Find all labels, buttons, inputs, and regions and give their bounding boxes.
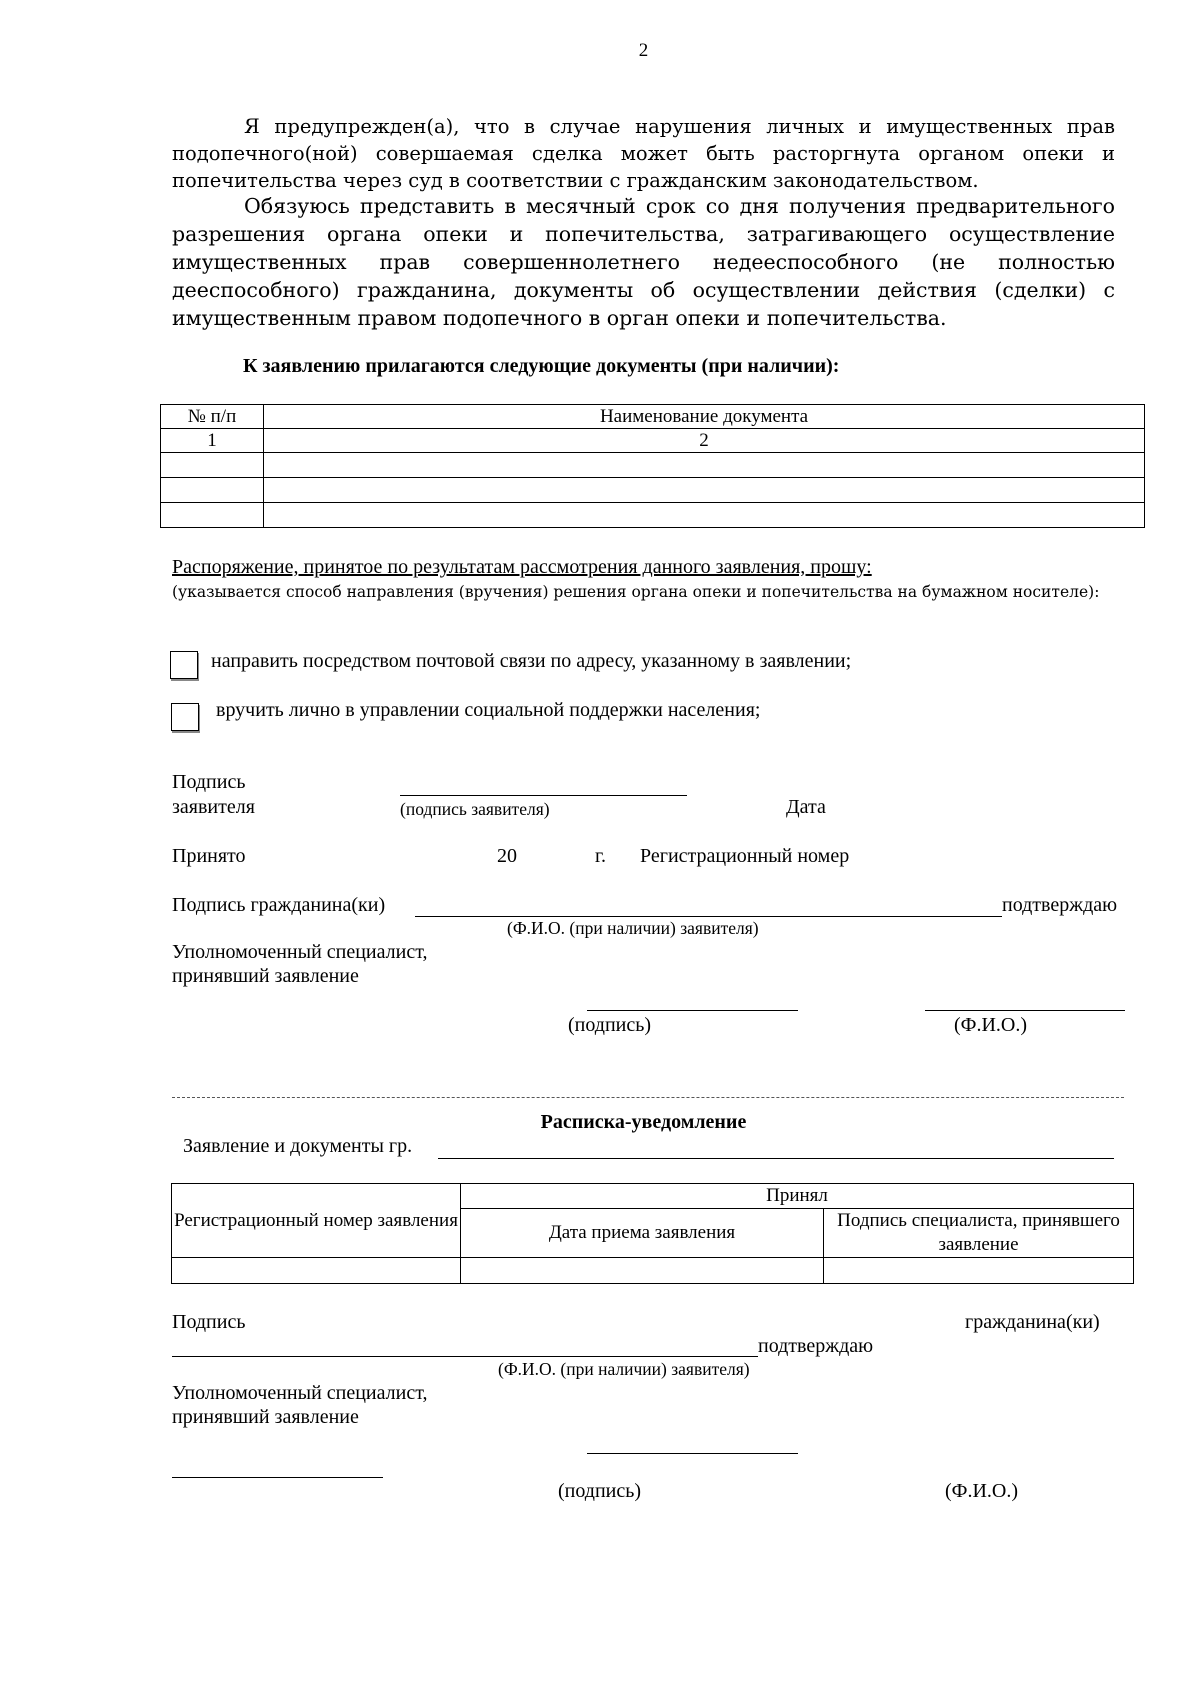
table-cell[interactable] (264, 453, 1145, 478)
cut-line (172, 1097, 1124, 1098)
reg-number-label: Регистрационный номер (640, 845, 850, 867)
table-cell[interactable] (264, 478, 1145, 503)
receipt-citizen-signature-line[interactable] (172, 1356, 758, 1357)
receipt-name-line[interactable] (438, 1158, 1114, 1159)
receipt-specialist-label-2: принявший заявление (172, 1406, 359, 1428)
receipt-confirm-text: подтверждаю (758, 1335, 874, 1357)
order-note: (указывается способ направления (вручения) решения органа опеки и попечительства на бумажном носителе): (172, 583, 1100, 601)
receipt-specialist-label-1: Уполномоченный специалист, (172, 1382, 428, 1404)
year-suffix: г. (595, 845, 606, 867)
receipt-date-header: Дата приема заявления (461, 1209, 824, 1258)
column-number-2: 2 (264, 429, 1145, 453)
column-number-1: 1 (161, 429, 264, 453)
table-header-number: № п/п (161, 405, 264, 429)
order-heading: Распоряжение, принятое по результатам рассмотрения данного заявления, прошу: (172, 556, 872, 578)
applicant-signature-caption: (подпись заявителя) (400, 799, 550, 819)
table-cell[interactable] (264, 503, 1145, 528)
receipt-table (171, 1183, 1134, 1284)
receipt-specialist-signature-header: Подпись специалиста, принявшего заявление (824, 1209, 1134, 1258)
citizen-signature-label: Подпись гражданина(ки) (172, 894, 386, 916)
specialist-label-1: Уполномоченный специалист, (172, 941, 428, 963)
table-cell[interactable] (161, 503, 264, 528)
table-cell[interactable] (161, 478, 264, 503)
table-header-document-name: Наименование документа (264, 405, 1145, 429)
accepted-label: Принято (172, 845, 246, 867)
date-label: Дата (786, 796, 826, 818)
postal-delivery-label: направить посредством почтовой связи по адресу, указанному в заявлении; (211, 650, 852, 672)
specialist-fio-line[interactable] (925, 1010, 1125, 1011)
specialist-signature-caption: (подпись) (568, 1014, 652, 1036)
citizen-signature-line[interactable] (415, 916, 1002, 917)
specialist-label-2: принявший заявление (172, 965, 359, 987)
receipt-fio-short-caption: (Ф.И.О.) (945, 1480, 1019, 1502)
receipt-specialist-fio-line[interactable] (172, 1477, 383, 1478)
receipt-fio-caption: (Ф.И.О. (при наличии) заявителя) (498, 1359, 750, 1379)
receipt-signature-label: Подпись (172, 1311, 246, 1333)
applicant-signature-line[interactable] (400, 795, 687, 796)
applicant-signature-label-1: Подпись (172, 771, 246, 793)
confirm-text: подтверждаю (1002, 894, 1118, 916)
fio-caption: (Ф.И.О. (при наличии) заявителя) (507, 918, 759, 938)
receipt-cell-date[interactable] (461, 1258, 824, 1284)
year-prefix: 20 (497, 845, 517, 867)
documents-table (160, 404, 1145, 528)
receipt-cell-reg-number[interactable] (172, 1258, 461, 1284)
in-person-label: вручить лично в управлении социальной поддержки населения; (216, 699, 761, 721)
receipt-reg-number-header: Регистрационный номер заявления (172, 1184, 461, 1258)
attachments-heading: К заявлению прилагаются следующие документы (при наличии): (243, 355, 840, 377)
receipt-title: Расписка-уведомление (540, 1111, 747, 1133)
receipt-cell-signature[interactable] (824, 1258, 1134, 1284)
receipt-citizen-label: гражданина(ки) (965, 1311, 1100, 1333)
specialist-fio-caption: (Ф.И.О.) (954, 1014, 1028, 1036)
table-cell[interactable] (161, 453, 264, 478)
page-number: 2 (638, 40, 649, 61)
in-person-checkbox[interactable] (171, 703, 199, 731)
receipt-signature-caption: (подпись) (558, 1480, 642, 1502)
specialist-signature-line[interactable] (587, 1010, 798, 1011)
warning-paragraph: Я предупрежден(а), что в случае нарушения личных и имущественных прав подопечного(ной) совершаемая сделка может быть расторгнута органом опеки и попечительства через суд в соответствии с гражданским законодательством. (172, 115, 1115, 192)
receipt-accepted-header: Принял (461, 1184, 1134, 1209)
postal-delivery-checkbox[interactable] (170, 651, 198, 679)
receipt-statement: Заявление и документы гр. (183, 1135, 413, 1157)
obligation-paragraph: Обязуюсь представить в месячный срок со дня получения предварительного разрешения органа опеки и попечительства, затрагивающего осуществление имущественных прав совершеннолетнего недееспособного (не полностью дееспособного) гражданина, документы об осуществлении действия (сделки) с имущественным правом подопечного в орган опеки и попечительства. (172, 194, 1115, 330)
receipt-specialist-signature-line[interactable] (587, 1453, 798, 1454)
applicant-signature-label-2: заявителя (172, 796, 255, 818)
